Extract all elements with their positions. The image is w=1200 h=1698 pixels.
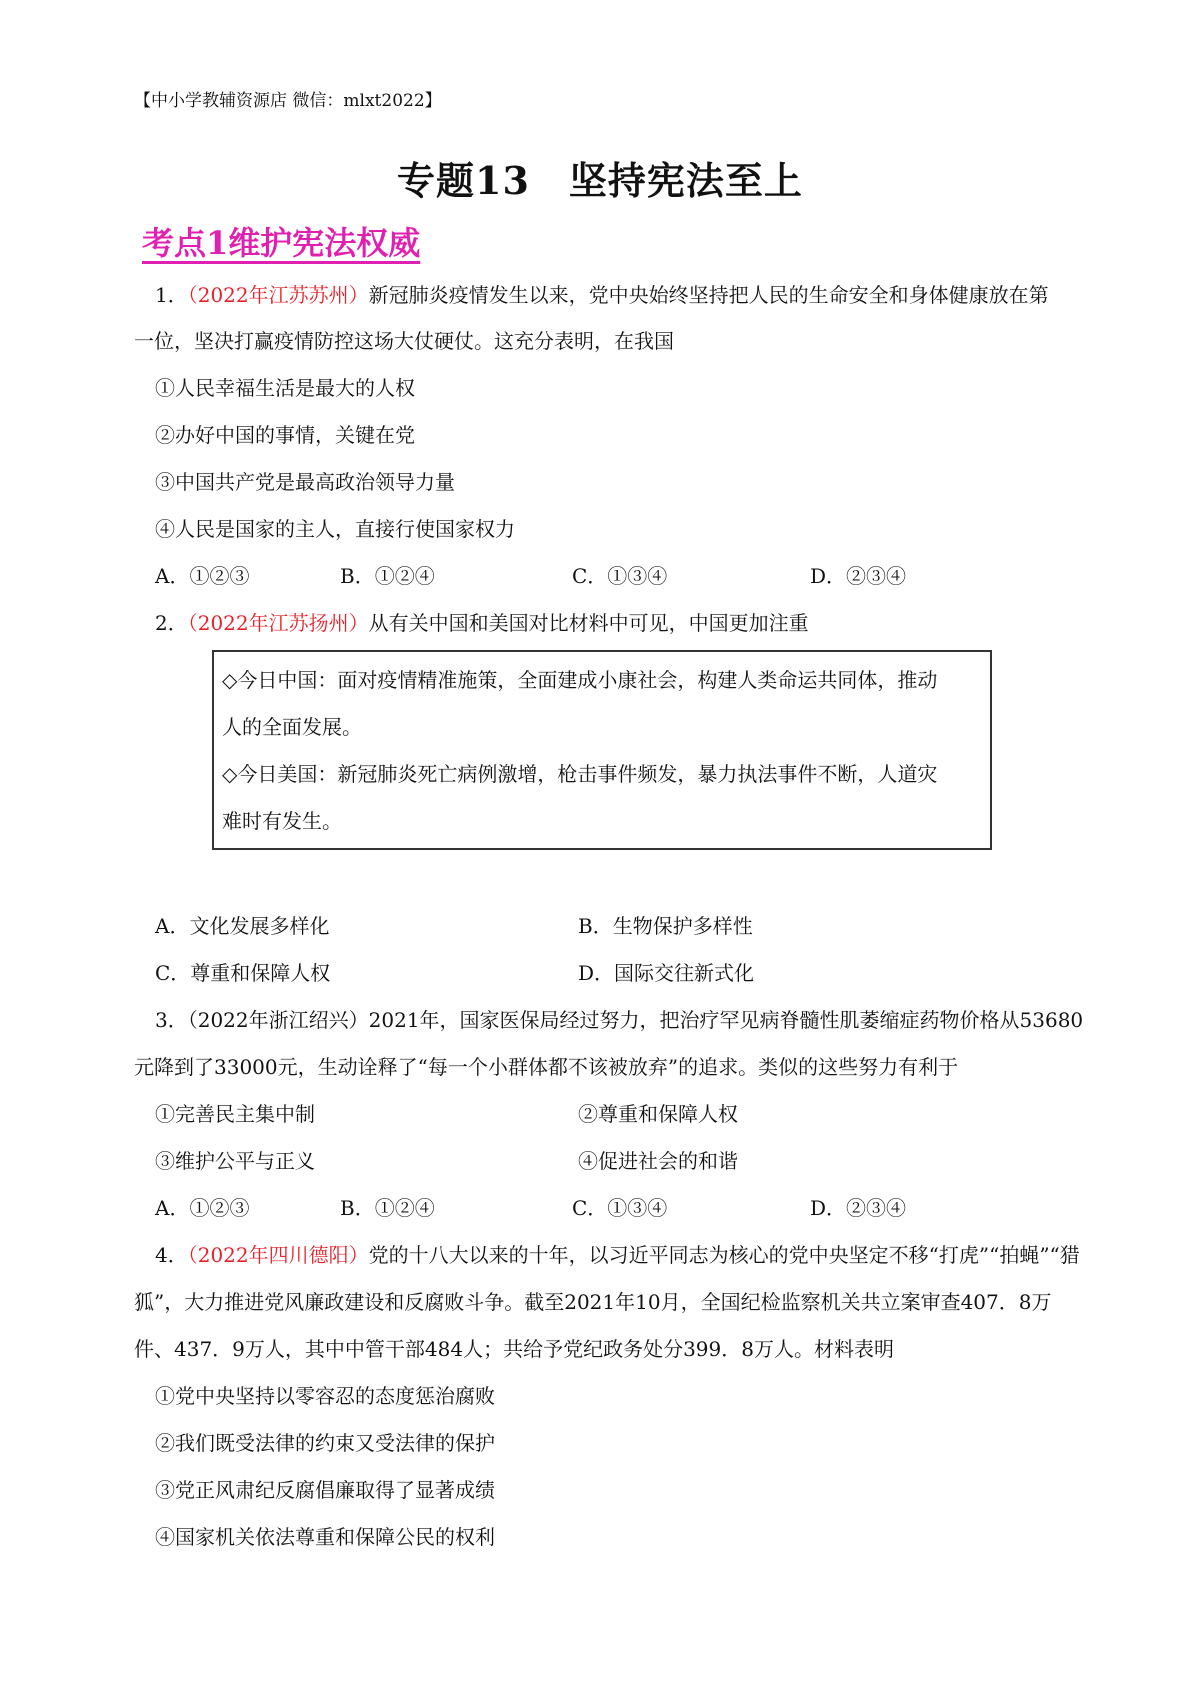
q2-stem-line1: [155, 613, 809, 633]
q4-source: （2022年四川德阳）: [187, 1243, 369, 1267]
q4-number: 4．: [155, 1243, 188, 1267]
section-title: 考点1维护宪法权威: [142, 224, 421, 262]
q3-option-d: D．②③④: [810, 1196, 907, 1220]
q1-statement-2: ②办好中国的事情，关键在党: [155, 423, 415, 447]
q3-option-b: B．①②④: [340, 1196, 435, 1220]
q1-stem-line2: 一位，坚决打赢疫情防控这场大仗硬仗。这充分表明，在我国: [134, 329, 674, 353]
q4-stem-line2: 狐”，大力推进党风廉政建设和反腐败斗争。截至2021年10月，全国纪检监察机关共立案审查407．8万: [134, 1290, 1052, 1314]
q3-statement-2: ②尊重和保障人权: [578, 1102, 738, 1126]
q1-statement-3: ③中国共产党是最高政治领导力量: [155, 470, 455, 494]
q4-statement-4: ④国家机关依法尊重和保障公民的权利: [155, 1525, 495, 1549]
q1-source: （2022年江苏苏州）: [187, 283, 369, 307]
q3-statement-4: ④促进社会的和谐: [578, 1149, 738, 1173]
q3-option-a: A．①②③: [155, 1196, 250, 1220]
q2-number: 2．: [155, 611, 188, 635]
q1-stem-text: 新冠肺炎疫情发生以来，党中央始终坚持把人民的生命安全和身体健康放在第: [368, 283, 1049, 307]
q2-box-line1: ◇今日中国：面对疫情精准施策，全面建成小康社会，构建人类命运共同体，推动: [222, 668, 938, 692]
q1-number: 1．: [155, 283, 188, 307]
q4-stem-text: 党的十八大以来的十年，以习近平同志为核心的党中央坚定不移“打虎”“拍蝇”“猎: [368, 1243, 1080, 1267]
q4-statement-1: ①党中央坚持以零容忍的态度惩治腐败: [155, 1384, 495, 1408]
q2-source: （2022年江苏扬州）: [187, 611, 369, 635]
page-title: 专题13 坚持宪法至上: [397, 158, 803, 203]
q3-source: （2022年浙江绍兴）: [187, 1008, 369, 1032]
q3-stem-line2: 元降到了33000元，生动诠释了“每一个小群体都不该被放弃”的追求。类似的这些努力有利于: [134, 1055, 959, 1079]
q2-option-b: B．生物保护多样性: [578, 914, 753, 938]
q2-stem-text: 从有关中国和美国对比材料中可见，中国更加注重: [368, 611, 809, 635]
q1-statement-4: ④人民是国家的主人，直接行使国家权力: [155, 517, 515, 541]
q3-stem-line1: [155, 1010, 1083, 1030]
q1-option-c: C．①③④: [572, 564, 668, 588]
q2-option-c: C．尊重和保障人权: [155, 961, 331, 985]
q3-stem-text: 2021年，国家医保局经过努力，把治疗罕见病脊髓性肌萎缩症药物价格从53680: [368, 1008, 1084, 1032]
q4-statement-2: ②我们既受法律的约束又受法律的保护: [155, 1431, 495, 1455]
header-note: 【中小学教辅资源店 微信：mlxt2022】: [134, 91, 442, 111]
q2-box-line2: 人的全面发展。: [222, 715, 362, 739]
q2-box-line3: ◇今日美国：新冠肺炎死亡病例激增，枪击事件频发，暴力执法事件不断，人道灾: [222, 762, 938, 786]
q2-box-line4: 难时有发生。: [222, 809, 342, 833]
q3-number: 3．: [155, 1008, 188, 1032]
q4-stem-line3: 件、437．9万人，其中中管干部484人；共给予党纪政务处分399．8万人。材料表明: [134, 1337, 894, 1361]
q2-option-a: A．文化发展多样化: [155, 914, 330, 938]
q4-statement-3: ③党正风肃纪反腐倡廉取得了显著成绩: [155, 1478, 495, 1502]
q3-option-c: C．①③④: [572, 1196, 668, 1220]
q1-option-a: A．①②③: [155, 564, 250, 588]
q4-stem-line1: [155, 1245, 1080, 1265]
q1-option-d: D．②③④: [810, 564, 907, 588]
q1-option-b: B．①②④: [340, 564, 435, 588]
q1-statement-1: ①人民幸福生活是最大的人权: [155, 376, 415, 400]
q3-statement-1: ①完善民主集中制: [155, 1102, 315, 1126]
q2-option-d: D．国际交往新式化: [578, 961, 755, 985]
q1-stem-line1: [155, 285, 1049, 305]
q3-statement-3: ③维护公平与正义: [155, 1149, 315, 1173]
